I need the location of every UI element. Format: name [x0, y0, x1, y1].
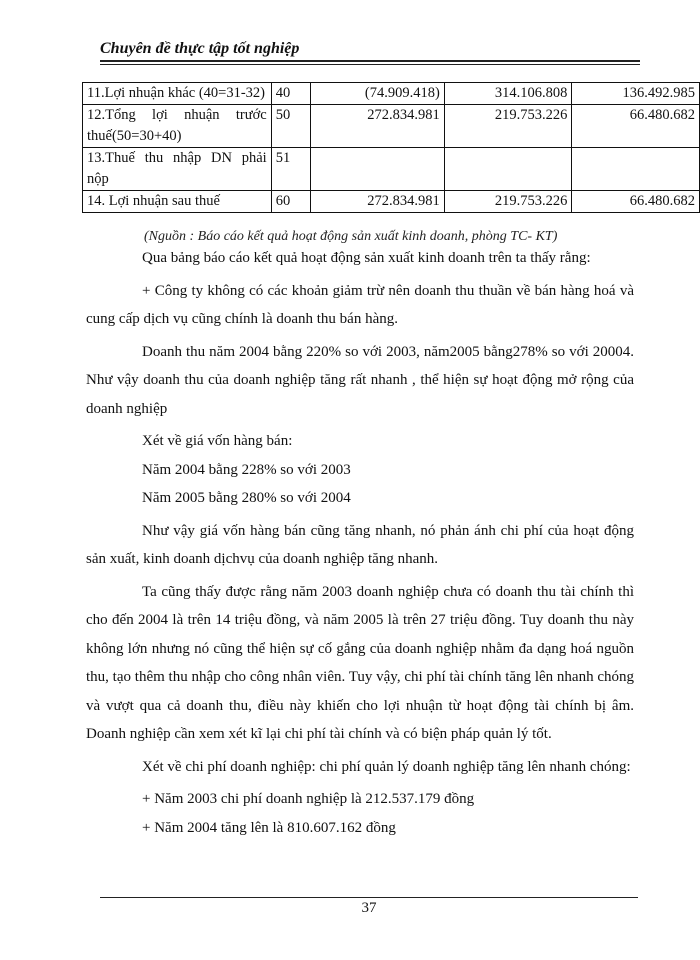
table-cell-value: 314.106.808 [444, 83, 572, 105]
table-cell-value: 272.834.981 [311, 105, 444, 148]
paragraph: Doanh thu năm 2004 bằng 220% so với 2003, năm2005 bằng278% so với 20004. Như vậy doanh thu của doanh nghiệp tăng rất nhanh , thể hiện sự hoạt động mở rộng của doanh nghiệp [86, 343, 634, 417]
table-cell-value: 66.480.682 [572, 191, 700, 213]
table-cell-item: 13.Thuế thu nhập DN phải nộp [83, 148, 272, 191]
paragraph: Xét về chi phí doanh nghiệp: chi phí quản lý doanh nghiệp tăng lên nhanh chóng: [142, 758, 631, 775]
paragraph: Năm 2004 bằng 228% so với 2003 [142, 461, 351, 478]
table-cell-code: 60 [271, 191, 311, 213]
document-header-title: Chuyên đề thực tập tốt nghiệp [100, 40, 300, 57]
table-cell-code: 40 [271, 83, 311, 105]
header-rule [100, 60, 640, 62]
header-rule-thin [100, 64, 640, 65]
table-cell-value [444, 148, 572, 191]
table-cell-item: 14. Lợi nhuận sau thuế [83, 191, 272, 213]
table-row [83, 105, 700, 148]
paragraph: + Công ty không có các khoản giảm trừ nên doanh thu thuần về bán hàng hoá và cung cấp dịch vụ cũng chính là doanh thu bán hàng. [86, 282, 634, 327]
paragraph: + Năm 2004 tăng lên là 810.607.162 đồng [142, 819, 396, 836]
paragraph: Qua bảng báo cáo kết quả hoạt động sản xuất kinh doanh trên ta thấy rằng: [142, 250, 591, 266]
table-row [83, 148, 700, 191]
paragraph: + Năm 2003 chi phí doanh nghiệp là 212.537.179 đồng [142, 791, 475, 807]
table-cell-code: 50 [271, 105, 311, 148]
table-cell-value [311, 148, 444, 191]
table-cell-value: 219.753.226 [444, 191, 572, 213]
financial-table [82, 82, 700, 213]
table-cell-value [572, 148, 700, 191]
table-row [83, 191, 700, 213]
table-cell-value: 272.834.981 [311, 191, 444, 213]
paragraph: Ta cũng thấy được rằng năm 2003 doanh nghiệp chưa có doanh thu tài chính thì cho đến 2004 là trên 14 triệu đồng, và năm 2005 là trên 27 triệu đồng. Tuy doanh thu này không lớn nhưng nó cũng thể hiện sự cố gắng của doanh nghiệp nhằm đa dạng hoá nguồn thu, tạo thêm thu nhập cho công nhân viên. Tuy vậy, chi phí tài chính tăng lên nhanh chóng và vượt qua cả doanh thu, điều này khiến cho lợi nhuận từ hoạt động tài chính bị âm. Doanh nghiệp cần xem xét kĩ lại chi phí tài chính và có biện pháp quản lý tốt. [86, 583, 634, 742]
table-cell-code: 51 [271, 148, 311, 191]
table-cell-value: 219.753.226 [444, 105, 572, 148]
table-cell-value: 136.492.985 [572, 83, 700, 105]
paragraph: Như vậy giá vốn hàng bán cũng tăng nhanh, nó phản ánh chi phí của hoạt động sản xuất, kinh doanh dịchvụ của doanh nghiệp tăng nhanh. [86, 522, 634, 567]
table-cell-value: (74.909.418) [311, 83, 444, 105]
table-row [83, 83, 700, 105]
table-cell-item: 11.Lợi nhuận khác (40=31-32) [83, 83, 272, 105]
table-cell-item: 12.Tổng lợi nhuận trước thuế(50=30+40) [83, 105, 272, 148]
table-source-note: (Nguồn : Báo cáo kết quả hoạt động sản xuất kinh doanh, phòng TC- KT) [144, 229, 558, 244]
body-text [86, 244, 634, 842]
page-number: 37 [361, 900, 377, 916]
table-cell-value: 66.480.682 [572, 105, 700, 148]
paragraph: Năm 2005 bằng 280% so với 2004 [142, 490, 351, 506]
paragraph: Xét về giá vốn hàng bán: [142, 433, 293, 449]
footer-rule [100, 897, 638, 898]
